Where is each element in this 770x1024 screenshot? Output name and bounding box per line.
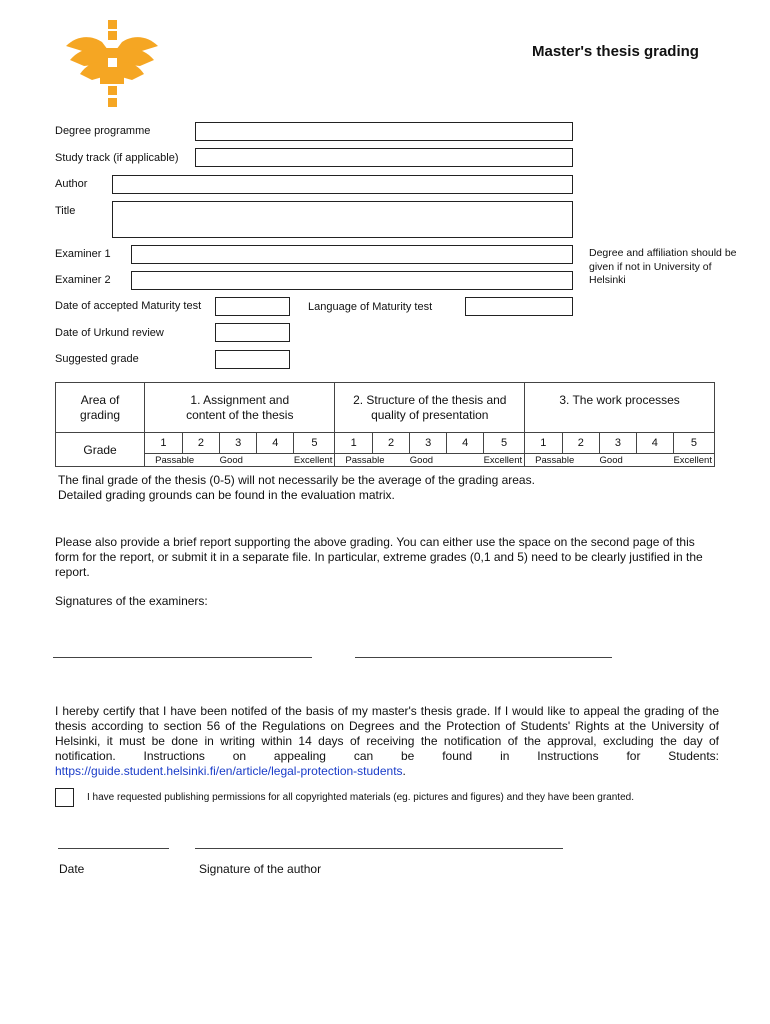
- area-2-grade-3[interactable]: 3: [410, 433, 447, 454]
- degree-programme-field[interactable]: [195, 122, 573, 141]
- examiner2-field[interactable]: [131, 271, 573, 290]
- area-3-grade-5[interactable]: 5: [673, 433, 714, 454]
- area-1-grade-2[interactable]: 2: [182, 433, 220, 454]
- urkund-date-field[interactable]: [215, 323, 290, 342]
- area-1-grade-4[interactable]: 4: [257, 433, 294, 454]
- date-label: Date: [59, 862, 85, 876]
- examiner1-field[interactable]: [131, 245, 573, 264]
- evaluation-matrix-note: Detailed grading grounds can be found in the evaluation matrix.: [58, 488, 395, 502]
- area-1-grade-5[interactable]: 5: [294, 433, 335, 454]
- maturity-language-label: Language of Maturity test: [308, 301, 433, 313]
- area-1-grade-3[interactable]: 3: [220, 433, 257, 454]
- title-label: Title: [55, 205, 76, 217]
- area-3-grade-1[interactable]: 1: [525, 433, 562, 454]
- area-2-grade-4[interactable]: 4: [447, 433, 484, 454]
- area-1-scale-excellent: Excellent: [294, 454, 335, 467]
- degree-programme-label: Degree programme: [55, 125, 151, 137]
- certification-body: I hereby certify that I have been notifed of the basis of my master's thesis grade. If I would like to appeal the grading of the thesis according to section 56 of the Regulations on Degrees and the Protection of Students' Rights at the University of Helsinki, it must be done in writing within 14 days of receiving the notification of the approval, excluding the day of notification. Instructions on appealing can be found in Instructions for Students:: [55, 704, 719, 763]
- area-3-scale-passable: Passable: [525, 454, 600, 467]
- area-3-grade-4[interactable]: 4: [636, 433, 673, 454]
- examiner-affiliation-note: Degree and affiliation should be given if not in University of Helsinki: [589, 247, 737, 286]
- examiner1-label: Examiner 1: [55, 248, 111, 260]
- area-2-grade-1[interactable]: 1: [335, 433, 372, 454]
- area-1-scale-passable: Passable: [145, 454, 220, 467]
- area-2-grade-5[interactable]: 5: [484, 433, 525, 454]
- certification-tail: .: [402, 764, 406, 778]
- examiner1-signature-line[interactable]: [53, 657, 312, 658]
- area-3-scale-good: Good: [600, 454, 674, 467]
- area-1-scale-good: Good: [220, 454, 294, 467]
- page-title: Master's thesis grading: [532, 43, 699, 60]
- suggested-grade-field[interactable]: [215, 350, 290, 369]
- grading-table: [55, 382, 715, 467]
- permissions-checkbox[interactable]: [55, 788, 74, 807]
- author-signature-label: Signature of the author: [199, 862, 322, 876]
- area-2-scale-excellent: Excellent: [484, 454, 525, 467]
- author-signature-line[interactable]: [195, 848, 563, 849]
- maturity-language-field[interactable]: [465, 297, 573, 316]
- final-grade-note: The final grade of the thesis (0-5) will not necessarily be the average of the grading areas.: [58, 473, 535, 487]
- area-2-grade-2[interactable]: 2: [372, 433, 409, 454]
- area-1-header: 1. Assignment and content of the thesis: [145, 383, 335, 433]
- area-of-grading-header: Area of grading: [56, 383, 145, 433]
- legal-protection-link[interactable]: https://guide.student.helsinki.fi/en/article/legal-protection-students: [55, 764, 403, 778]
- author-label: Author: [55, 178, 88, 190]
- area-2-header: 2. Structure of the thesis and quality of presentation: [335, 383, 525, 433]
- suggested-grade-label: Suggested grade: [55, 353, 139, 365]
- certification-text: [55, 704, 719, 779]
- area-2-scale-passable: Passable: [335, 454, 410, 467]
- study-track-field[interactable]: [195, 148, 573, 167]
- date-line[interactable]: [58, 848, 169, 849]
- grade-row-label: Grade: [56, 433, 145, 467]
- area-3-header: 3. The work processes: [525, 383, 715, 433]
- report-instructions: Please also provide a brief report supporting the above grading. You can either use the space on the second page of this form for the report, or submit it in a separate file. In particular, extreme grades (0,1 and 5) need to be clearly justified in the report.: [55, 535, 703, 579]
- area-3-grade-3[interactable]: 3: [600, 433, 637, 454]
- area-1-grade-1[interactable]: 1: [145, 433, 183, 454]
- area-3-scale-excellent: Excellent: [673, 454, 714, 467]
- area-2-scale-good: Good: [410, 454, 484, 467]
- permissions-text: I have requested publishing permissions for all copyrighted materials (eg. pictures and figures) and they have been granted.: [87, 792, 634, 803]
- urkund-date-label: Date of Urkund review: [55, 327, 164, 339]
- examiner-signatures-label: Signatures of the examiners:: [55, 594, 208, 608]
- examiner2-signature-line[interactable]: [355, 657, 612, 658]
- examiner2-label: Examiner 2: [55, 274, 111, 286]
- author-field[interactable]: [112, 175, 573, 194]
- area-3-grade-2[interactable]: 2: [562, 433, 599, 454]
- maturity-date-label: Date of accepted Maturity test: [55, 300, 202, 312]
- study-track-label: Study track (if applicable): [55, 152, 179, 164]
- university-logo: [62, 20, 162, 110]
- title-field[interactable]: [112, 201, 573, 238]
- maturity-date-field[interactable]: [215, 297, 290, 316]
